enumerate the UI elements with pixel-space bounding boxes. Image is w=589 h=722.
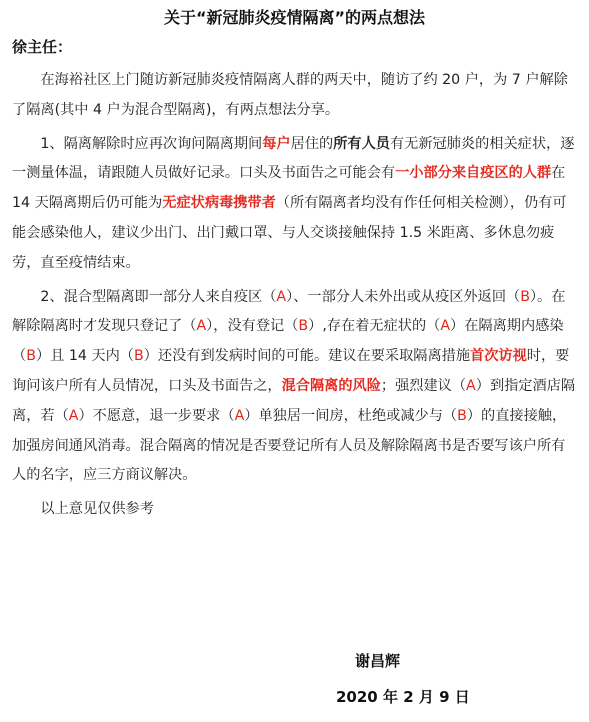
p2-text: ；强烈建议（ <box>380 377 467 394</box>
p1-text: 居住的 <box>290 135 334 152</box>
signature-name: 谢昌辉 <box>355 652 401 670</box>
p2-text: ）,存在着无症状的（ <box>308 318 441 335</box>
p1-highlight-asymptomatic-carrier: 无症状病毒携带者 <box>162 195 276 212</box>
p2-text: 2、混合型隔离即一部分人来自疫区（ <box>40 288 277 305</box>
marker-a: A <box>276 288 287 305</box>
p2-text: ）的直接接触，加强房间通风消毒。混合隔离的情况是否要登记所有人员及解除隔离书是否要写该户所有人的名字，应三方商议解决。 <box>12 407 567 484</box>
p2-text: ）还没有到发病时间的可能。建议在要采取隔离措施 <box>143 348 471 365</box>
p2-text: ）不愿意，退一步要求（ <box>78 407 235 424</box>
marker-a: A <box>68 407 79 424</box>
p1-highlight-epidemic-group: 一小部分来自疫区的人群 <box>395 165 552 182</box>
marker-b: B <box>520 288 530 305</box>
p2-text: 时，要询问该户所有人员情况，口头及书面告之， <box>12 348 570 394</box>
signature-date: 2020 年 2 月 9 日 <box>336 688 470 706</box>
p1-text: 在 14 天隔离期后仍可能为 <box>12 165 566 212</box>
p2-text: ）、一部分人未外出或从疫区外返回（ <box>286 288 521 305</box>
p2-highlight-mixed-risk: 混合隔离的风险 <box>281 377 381 394</box>
p2-text: ）到指定酒店隔离，若（ <box>12 377 576 424</box>
p2-text: ），没有登记（ <box>206 318 299 335</box>
p2-highlight-first-visit: 首次访视 <box>470 348 527 365</box>
marker-a: A <box>440 318 451 335</box>
p1-highlight-each-household: 每户 <box>262 135 291 152</box>
marker-b: B <box>298 318 309 335</box>
p1-text: 1、隔离解除时应再次询问隔离期间 <box>40 135 263 152</box>
letter-body <box>12 66 578 525</box>
p2-text: ）单独居一间房，杜绝或减少与（ <box>244 407 458 424</box>
p2-text: ）在隔离期内感染（ <box>12 318 564 365</box>
p1-bold-all-persons: 所有人员 <box>333 135 390 152</box>
document-title: 关于“新冠肺炎疫情隔离”的两点想法 <box>163 8 426 27</box>
marker-a: A <box>234 407 245 424</box>
marker-b: B <box>26 348 36 365</box>
point-two-paragraph <box>12 283 578 492</box>
marker-a: A <box>466 377 476 394</box>
intro-paragraph: 在海裕社区上门随访新冠肺炎疫情隔离人群的两天中，随访了约 20 户，为 7 户解除了隔离(其中 4 户为混合型隔离)，有两点想法分享。 <box>12 72 568 118</box>
p2-text: ）。在解除隔离时才发现只登记了（ <box>12 288 566 335</box>
marker-b: B <box>133 348 144 365</box>
salutation: 徐主任： <box>12 38 73 56</box>
marker-b: B <box>457 407 467 424</box>
point-one-paragraph <box>12 130 578 279</box>
closing-paragraph: 以上意见仅供参考 <box>40 501 154 518</box>
marker-a: A <box>196 318 207 335</box>
p2-text: ）且 14 天内（ <box>35 348 134 365</box>
p1-text: （所有隔离者均没有作任何相关检测），仍有可能会感染他人，建议少出门、出门戴口罩、与人交谈接触保持 1.5 米距离、多休息勿疲劳，直至疫情结束。 <box>12 195 567 271</box>
p1-text: 有无新冠肺炎的相关症状，逐一测量体温，请跟随人员做好记录。口头及书面告之可能会有 <box>12 135 575 182</box>
